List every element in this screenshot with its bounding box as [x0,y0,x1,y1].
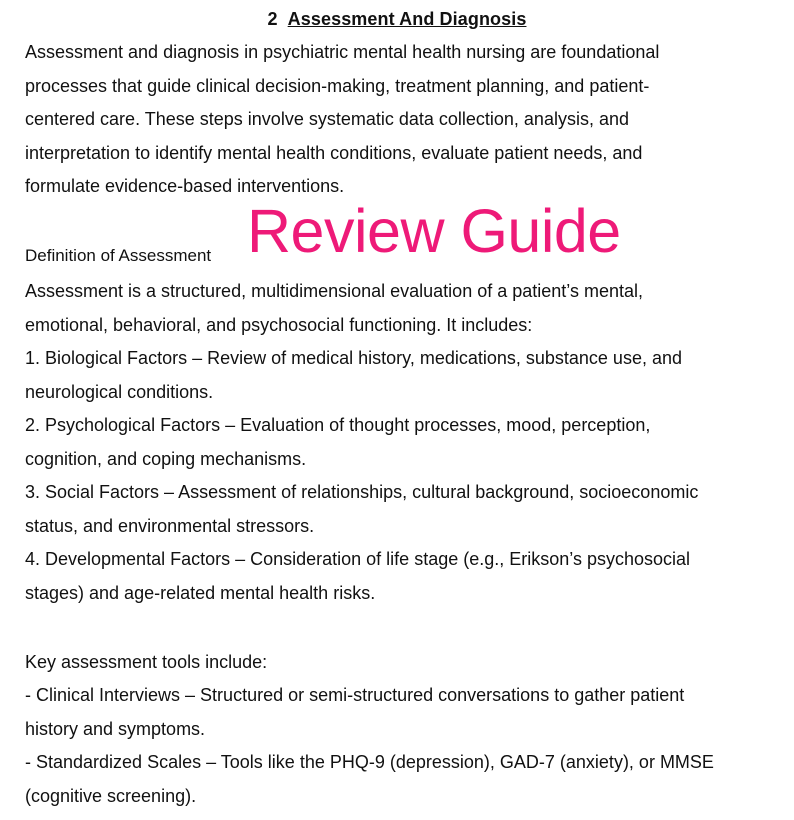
intro-line: centered care. These steps involve systematic data collection, analysis, and [25,109,629,129]
section-number: 2 [267,9,278,29]
intro-line: Assessment and diagnosis in psychiatric mental health nursing are foundational [25,42,660,62]
factor-psychological: 2. Psychological Factors – Evaluation of thought processes, mood, perception, [25,415,651,435]
tools-list [25,679,785,813]
section-heading [0,7,794,31]
assessment-definition [25,275,785,610]
factor-social: 3. Social Factors – Assessment of relationships, cultural background, socioeconomic [25,482,699,502]
intro-paragraph [25,36,785,204]
definition-line: Assessment is a structured, multidimensional evaluation of a patient’s mental, [25,281,643,301]
tools-heading: Key assessment tools include: [25,652,268,672]
factor-psychological-cont: cognition, and coping mechanisms. [25,448,307,469]
definition-label: Definition of Assessment [25,246,212,265]
intro-line: formulate evidence-based interventions. [25,176,345,196]
factor-biological-cont: neurological conditions. [25,381,214,402]
review-guide-watermark: Review Guide [247,197,621,265]
tool-standardized-scales-cont: (cognitive screening). [25,785,197,806]
intro-line: interpretation to identify mental health conditions, evaluate patient needs, and [25,142,643,163]
factor-developmental-cont: stages) and age-related mental health risks. [25,582,376,603]
definition-line: emotional, behavioral, and psychosocial functioning. It includes: [25,314,533,335]
factor-developmental: 4. Developmental Factors – Consideration of life stage (e.g., Erikson’s psychosocial [25,549,690,569]
tool-clinical-interviews: - Clinical Interviews – Structured or semi-structured conversations to gather patient [25,685,685,705]
factor-biological: 1. Biological Factors – Review of medical history, medications, substance use, and [25,348,682,368]
tool-standardized-scales: - Standardized Scales – Tools like the PHQ-9 (depression), GAD-7 (anxiety), or MMSE [25,752,714,772]
tool-clinical-interviews-cont: history and symptoms. [25,718,206,739]
factor-social-cont: status, and environmental stressors. [25,515,315,536]
section-title: Assessment And Diagnosis [287,9,527,29]
intro-line: processes that guide clinical decision-making, treatment planning, and patient- [25,75,650,96]
